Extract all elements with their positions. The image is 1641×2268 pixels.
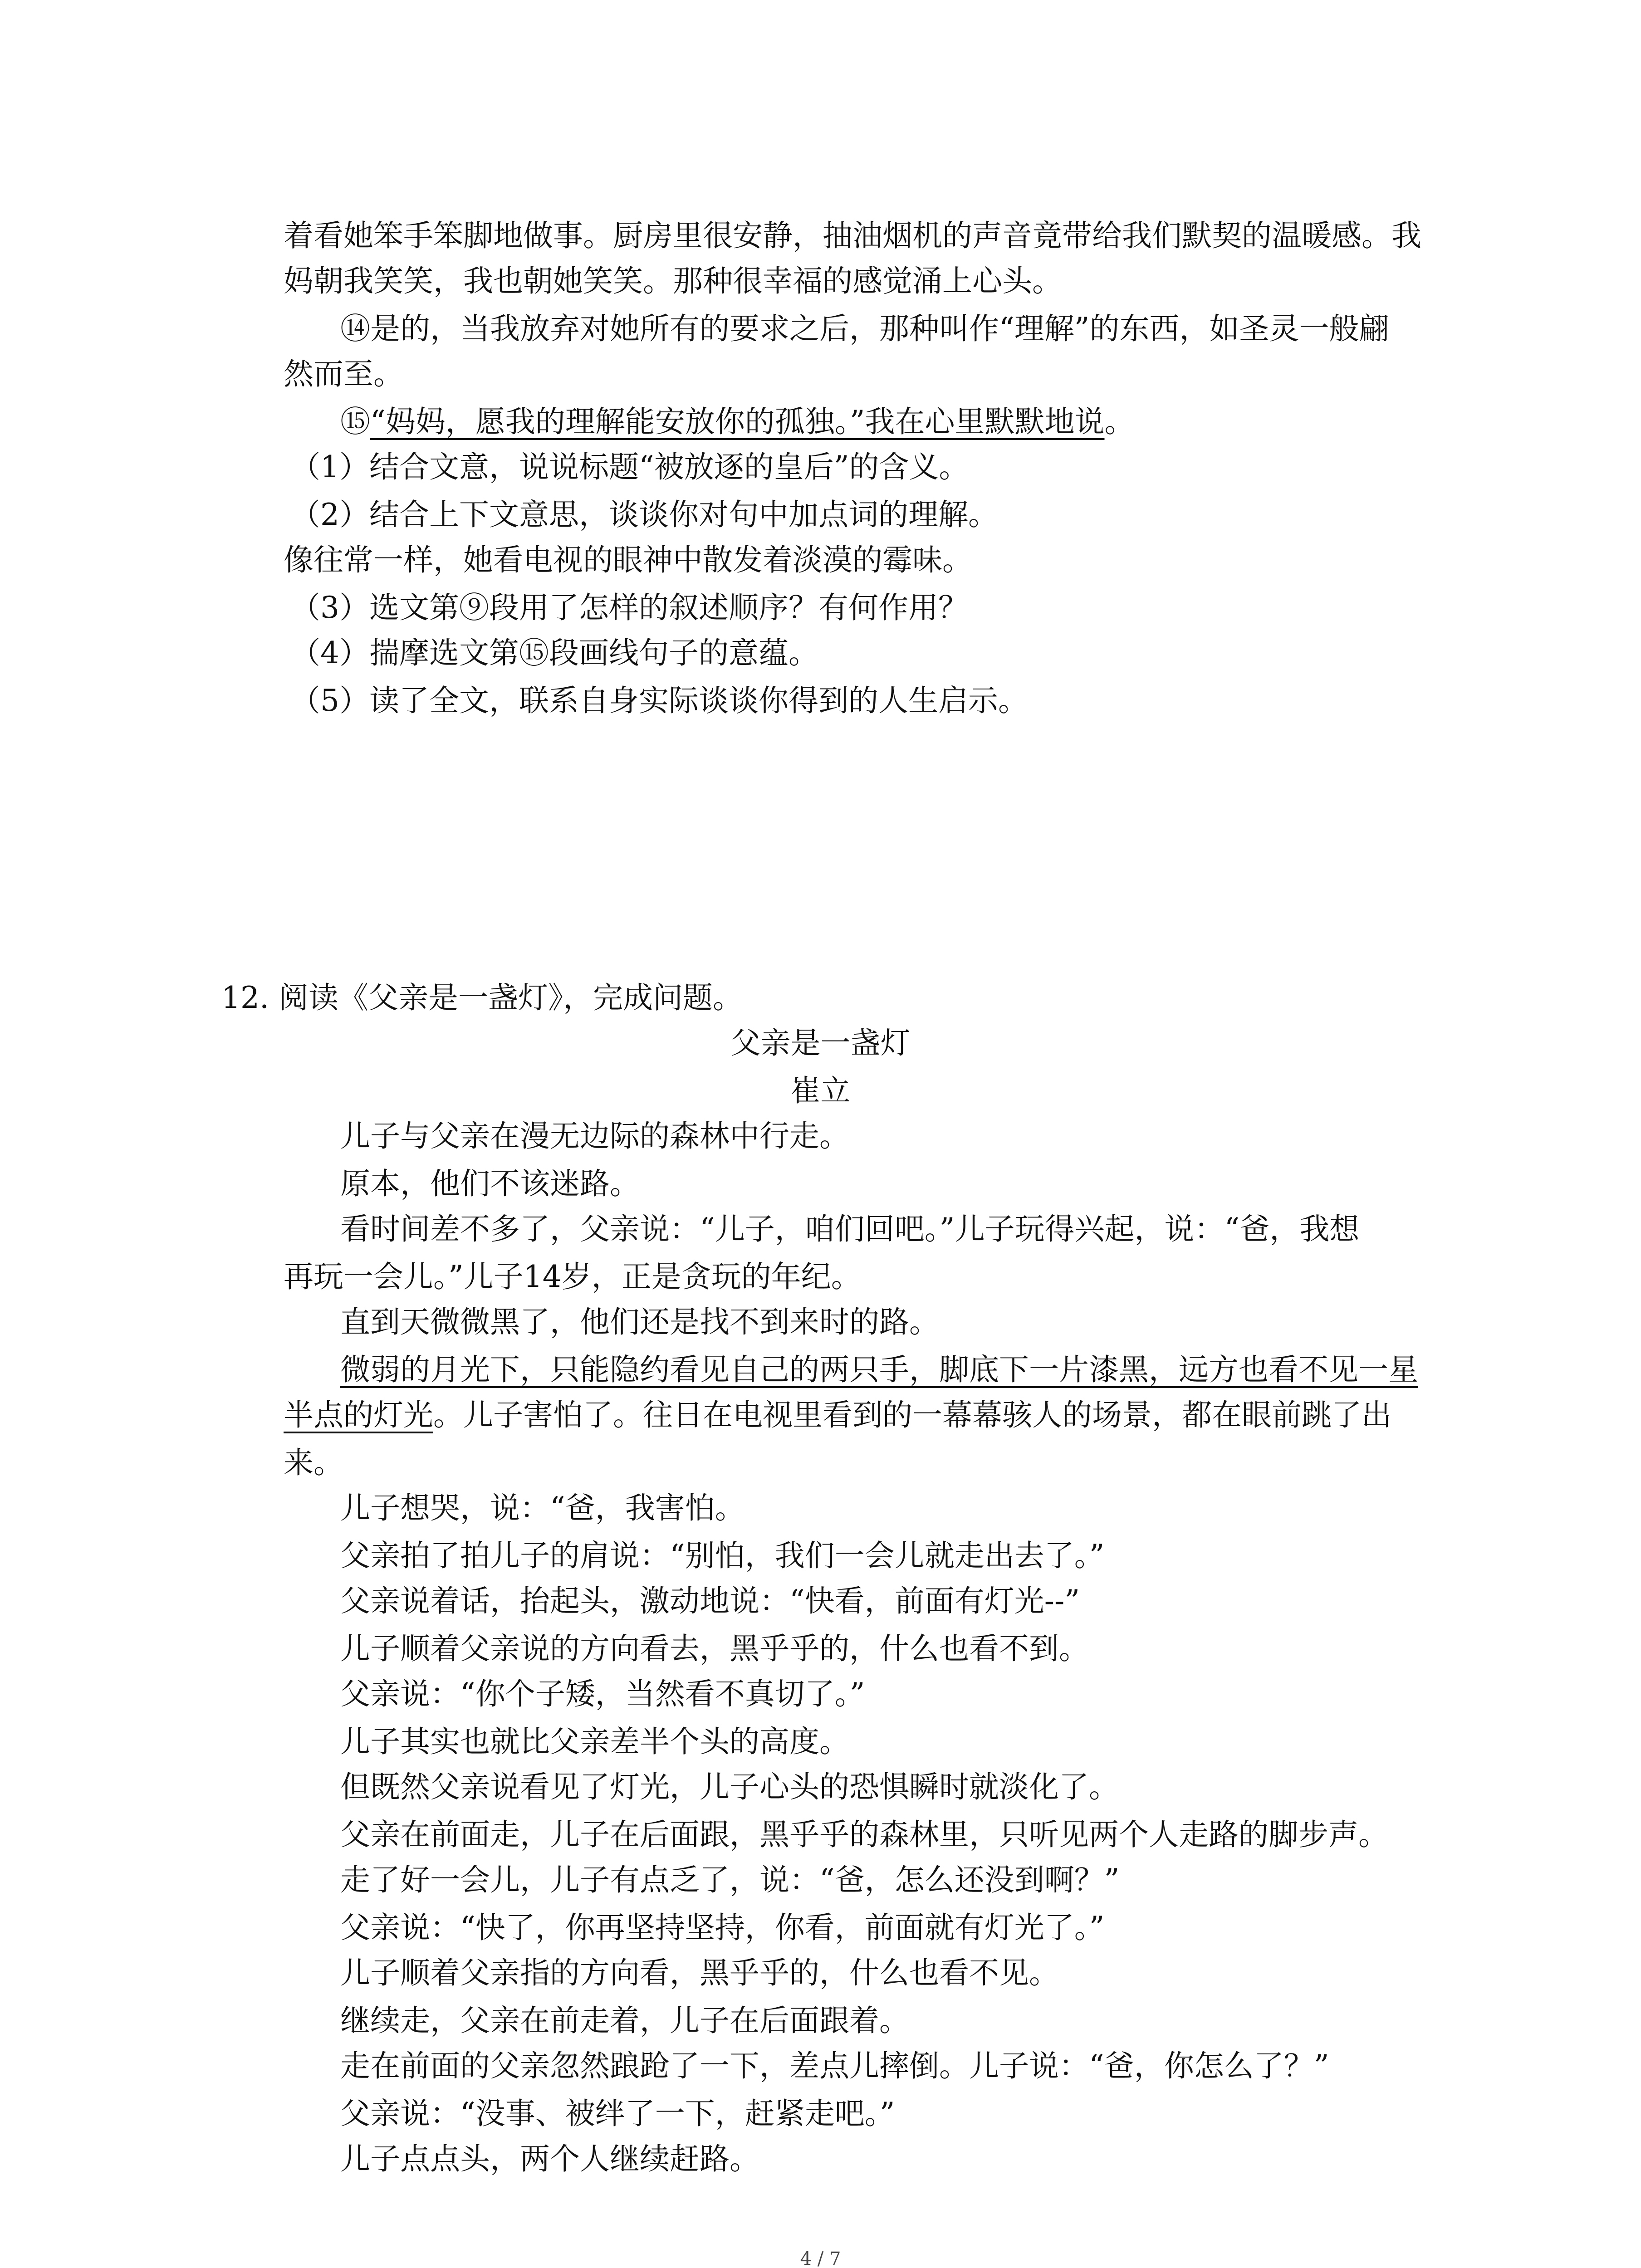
paragraph-15 (340, 399, 1134, 445)
article-line: 走了好一会儿，儿子有点乏了，说：“爸，怎么还没到啊？” (340, 1862, 1120, 1897)
question-11-1: （1）结合文意，说说标题“被放逐的皇后”的含义。 (290, 450, 969, 484)
paragraph-14-line-2: 然而至。 (284, 357, 403, 391)
paragraph-15-number: ⑮ (340, 404, 370, 439)
article-line: 儿子点点头，两个人继续赶路。 (340, 2141, 759, 2176)
article-line: 继续走，父亲在前走着，儿子在后面跟着。 (340, 2003, 909, 2038)
question-12-heading (221, 975, 743, 1021)
article-line: 父亲在前面走，儿子在后面跟，黑乎乎的森林里，只听见两个人走路的脚步声。 (340, 1817, 1388, 1852)
question-11-2-sentence: 像往常一样，她看电视的眼神中散发着淡漠的霉味。 (284, 543, 972, 577)
article-line: 再玩一会儿。”儿子14岁，正是贪玩的年纪。 (284, 1259, 861, 1294)
page-number: 4 / 7 (800, 2248, 841, 2268)
article-line: 儿子想哭，说：“爸，我害怕。 (340, 1491, 745, 1525)
article-line: 来。 (284, 1445, 343, 1480)
article-line: 走在前面的父亲忽然踉跄了一下，差点儿摔倒。儿子说：“爸，你怎么了？” (340, 2048, 1329, 2083)
question-11-5: （5）读了全文，联系自身实际谈谈你得到的人生启示。 (290, 683, 1028, 718)
article-underlined-fragment: 半点的灯光 (284, 1398, 433, 1432)
paragraph-15-underlined-sentence: “妈妈，愿我的理解能安放你的孤独。”我在心里默默地说 (370, 404, 1105, 439)
article-line: 儿子顺着父亲说的方向看去，黑乎乎的，什么也看不到。 (340, 1631, 1089, 1666)
question-12-number: 12. (221, 980, 269, 1015)
paragraph-15-end: 。 (1104, 404, 1135, 439)
article-line: 原本，他们不该迷路。 (340, 1166, 640, 1201)
question-12-prompt: 阅读《父亲是一盏灯》，完成问题。 (278, 980, 743, 1015)
question-11-2: （2）结合上下文意思，谈谈你对句中加点词的理解。 (290, 497, 998, 532)
question-11-4: （4）揣摩选文第⑮段画线句子的意蕴。 (290, 635, 818, 670)
question-11-3: （3）选文第⑨段用了怎样的叙述顺序？有何作用？ (290, 590, 968, 625)
article-author: 崔立 (790, 1073, 851, 1108)
article-title: 父亲是一盏灯 (730, 1026, 911, 1061)
article-line: 但既然父亲说看见了灯光，儿子心头的恐惧瞬时就淡化了。 (340, 1769, 1119, 1804)
article-line-rest: 。儿子害怕了。往日在电视里看到的一幕幕骇人的场景，都在眼前跳了出 (433, 1398, 1391, 1432)
paragraph-14-line-1: ⑭是的，当我放弃对她所有的要求之后，那种叫作“理解”的东西，如圣灵一般翩 (340, 311, 1389, 346)
article-line: 儿子顺着父亲指的方向看，黑乎乎的，什么也看不见。 (340, 1955, 1059, 1990)
article-line: 儿子其实也就比父亲差半个头的高度。 (340, 1724, 849, 1759)
article-line (284, 1393, 1391, 1438)
article-line: 父亲说：“你个子矮，当然看不真切了。” (340, 1677, 865, 1711)
article-line: 直到天微微黑了，他们还是找不到来时的路。 (340, 1305, 939, 1339)
article-line: 父亲拍了拍儿子的肩说：“别怕，我们一会儿就走出去了。” (340, 1538, 1105, 1573)
article-line: 看时间差不多了，父亲说：“儿子，咱们回吧。”儿子玩得兴起，说：“爸，我想 (340, 1212, 1360, 1246)
article-line: 父亲说：“快了，你再坚持坚持，你看，前面就有灯光了。” (340, 1910, 1105, 1945)
article-underlined-line: 微弱的月光下，只能隐约看见自己的两只手，脚底下一片漆黑，远方也看不见一星 (340, 1352, 1418, 1387)
article-line: 父亲说：“没事、被绊了一下，赶紧走吧。” (340, 2096, 895, 2131)
paragraph-13-line-2: 妈朝我笑笑，我也朝她笑笑。那种很幸福的感觉涌上心头。 (284, 264, 1062, 298)
paragraph-13-line-1: 着看她笨手笨脚地做事。厨房里很安静，抽油烟机的声音竟带给我们默契的温暖感。我 (284, 218, 1421, 253)
article-line: 儿子与父亲在漫无边际的森林中行走。 (340, 1119, 849, 1154)
article-line: 父亲说着话，抬起头，激动地说：“快看，前面有灯光--” (340, 1584, 1080, 1618)
